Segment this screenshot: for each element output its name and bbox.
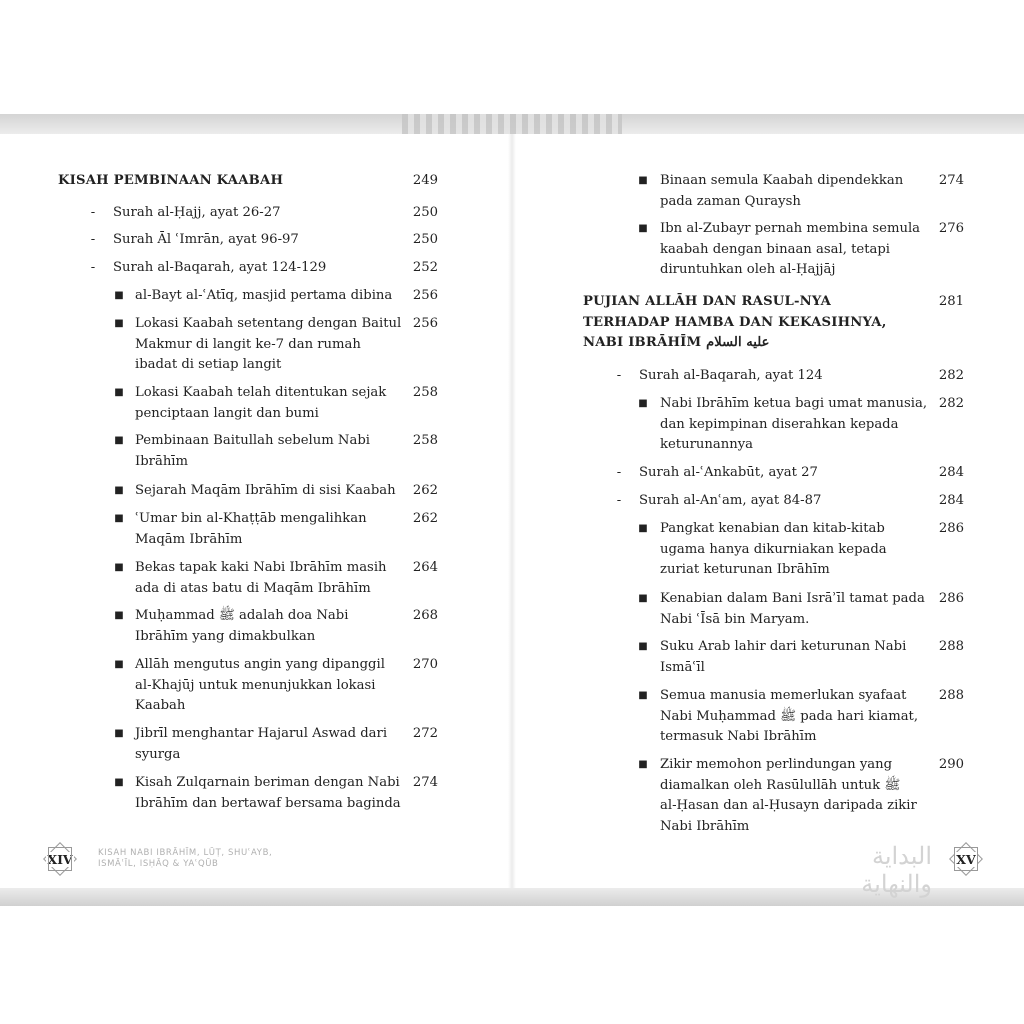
toc-entry-line: Makmur di langit ke-7 dan rumah	[135, 336, 361, 352]
toc-entry-line: Zikir memohon perlindungan yang	[660, 757, 893, 772]
toc-entry-line: Muḥammad ﷺ adalah doa Nabi	[135, 608, 349, 623]
toc-entry-line: zuriat keturunan Ibrāhīm	[660, 562, 830, 577]
toc-page-number: 249	[412, 173, 438, 188]
toc-page-number: 282	[938, 396, 964, 411]
toc-entry-line: Jibrīl menghantar Hajarul Aswad dari	[135, 726, 388, 741]
toc-entry-line: Kenabian dalam Bani Isrāʾīl tamat pada	[660, 591, 925, 606]
toc-entry-line: Surah al-Baqarah, ayat 124-129	[113, 260, 327, 275]
toc-page-number: 290	[938, 757, 964, 772]
toc-page-number: 282	[938, 368, 964, 383]
toc-entry-line: Allāh mengutus angin yang dipanggil	[135, 657, 385, 672]
toc-entry-line: Nabi ʿĪsā bin Maryam.	[660, 611, 810, 627]
book-gutter	[508, 134, 516, 888]
toc-entry-line: Pangkat kenabian dan kitab-kitab	[660, 521, 885, 536]
toc-page-number: 264	[412, 560, 438, 575]
toc-entry-line: Ibrāhīm dan bertawaf bersama baginda	[135, 795, 401, 811]
toc-page-number: 274	[412, 775, 438, 790]
toc-entry-line: penciptaan langit dan bumi	[135, 405, 319, 421]
running-head-line-1: KISAH NABI IBRĀHĪM, LŪṬ, SHUʿAYB,	[98, 848, 273, 858]
toc-page-number: 288	[938, 688, 964, 703]
toc-entry-line: Pembinaan Baitullah sebelum Nabi	[135, 433, 370, 448]
bullet-marker: ■	[114, 562, 124, 573]
toc-page-number: 276	[938, 221, 964, 236]
toc-page-number: 286	[938, 521, 964, 536]
right-folio	[950, 843, 982, 875]
toc-entry-line: dan kepimpinan diserahkan kepada	[660, 416, 899, 432]
toc-page-number: 258	[412, 433, 438, 448]
toc-entry-line: Bekas tapak kaki Nabi Ibrāhīm masih	[135, 560, 387, 575]
running-head-line-2: ISMĀʿĪL, ISḤĀQ & YAʿQŪB	[98, 859, 219, 869]
bullet-marker: ■	[638, 593, 648, 604]
toc-entry-line: ʿUmar bin al-Khaṭṭāb mengalihkan	[135, 511, 367, 526]
toc-page-number: 258	[412, 385, 438, 400]
toc-entry-line: syurga	[135, 746, 181, 762]
bullet-marker: ■	[638, 641, 648, 652]
toc-entry-line: Surah Āl ʿImrān, ayat 96-97	[113, 232, 299, 247]
bullet-marker: ■	[638, 759, 648, 770]
dash-marker: -	[90, 205, 96, 220]
toc-entry-line: Maqām Ibrāhīm	[135, 531, 243, 547]
toc-page-number: 256	[412, 288, 438, 303]
toc-page-number: 262	[412, 511, 438, 526]
toc-page-number: 250	[412, 205, 438, 220]
bullet-marker: ■	[638, 175, 648, 186]
toc-page-number: 268	[412, 608, 438, 623]
toc-page-number: 252	[412, 260, 438, 275]
toc-entry-line: KISAH PEMBINAAN KAABAH	[58, 173, 284, 188]
dash-marker: -	[616, 368, 622, 383]
bullet-marker: ■	[114, 290, 124, 301]
toc-page-number: 284	[938, 465, 964, 480]
dash-marker: -	[90, 232, 96, 247]
toc-entry-line: al-Ḥasan dan al-Ḥusayn daripada zikir	[660, 798, 917, 813]
toc-entry-line: TERHADAP HAMBA DAN KEKASIHNYA,	[583, 314, 887, 330]
toc-page-number: 270	[412, 657, 438, 672]
toc-entry-line: pada zaman Quraysh	[660, 193, 801, 209]
toc-page-number: 288	[938, 639, 964, 654]
toc-entry-line: Surah al-Anʿam, ayat 84-87	[639, 493, 822, 508]
toc-page-number: 284	[938, 493, 964, 508]
running-head	[98, 848, 318, 870]
toc-entry-line: NABI IBRĀHĪM عليه السلام	[583, 335, 770, 350]
toc-page-number: 256	[412, 316, 438, 331]
toc-entry-line: diamalkan oleh Rasūlullāh untuk ﷺ	[660, 777, 901, 793]
toc-entry-line: PUJIAN ALLĀH DAN RASUL-NYA	[583, 294, 832, 309]
toc-entry-line: al-Bayt al-ʿAtīq, masjid pertama dibina	[135, 288, 393, 303]
bullet-marker: ■	[114, 435, 124, 446]
toc-entry-line: Ismāʿīl	[660, 659, 705, 675]
left-folio-text: XIV	[47, 851, 73, 867]
bullet-marker: ■	[114, 485, 124, 496]
toc-entry-line: Ibn al-Zubayr pernah membina semula	[660, 221, 921, 236]
bullet-marker: ■	[638, 398, 648, 409]
toc-entry-line: termasuk Nabi Ibrāhīm	[660, 729, 817, 744]
toc-page-number: 262	[412, 483, 438, 498]
bullet-marker: ■	[638, 223, 648, 234]
toc-entry-line: kaabah dengan binaan asal, tetapi	[660, 241, 891, 257]
bullet-marker: ■	[114, 610, 124, 621]
toc-page-number: 274	[938, 173, 964, 188]
toc-page-number: 281	[938, 294, 964, 309]
dash-marker: -	[90, 260, 96, 275]
toc-entry-line: Nabi Ibrāhīm	[660, 818, 750, 834]
toc-entry-line: Suku Arab lahir dari keturunan Nabi	[660, 639, 907, 654]
toc-entry-line: Semua manusia memerlukan syafaat	[660, 688, 907, 703]
left-folio	[44, 843, 76, 875]
bullet-marker: ■	[638, 523, 648, 534]
toc-entry-line: diruntuhkan oleh al-Ḥajjāj	[660, 262, 836, 277]
toc-page-number: 286	[938, 591, 964, 606]
toc-entry-line: Surah al-Baqarah, ayat 124	[639, 368, 823, 383]
toc-entry-line: al-Khajūj untuk menunjukkan lokasi	[135, 677, 376, 693]
toc-entry-line: Kisah Zulqarnain beriman dengan Nabi	[135, 775, 400, 790]
bullet-marker: ■	[638, 690, 648, 701]
toc-entry-line: Ibrāhīm	[135, 453, 189, 469]
bullet-marker: ■	[114, 513, 124, 524]
toc-entry-line: Lokasi Kaabah setentang dengan Baitul	[135, 316, 402, 331]
toc-entry-line: Binaan semula Kaabah dipendekkan	[660, 173, 904, 188]
dash-marker: -	[616, 465, 622, 480]
toc-entry-line: keturunannya	[660, 437, 754, 452]
bullet-marker: ■	[114, 659, 124, 670]
toc-entry-line: ada di atas batu di Maqām Ibrāhīm	[135, 580, 371, 596]
bullet-marker: ■	[114, 728, 124, 739]
toc-entry-line: Nabi Muḥammad ﷺ pada hari kiamat,	[660, 708, 919, 724]
toc-entry-line: Surah al-ʿAnkabūt, ayat 27	[639, 465, 818, 480]
book-logo: البداية والنهاية	[861, 842, 932, 898]
toc-entry-line: ibadat di setiap langit	[135, 357, 282, 372]
dash-marker: -	[616, 493, 622, 508]
toc-entry-line: Ibrāhīm yang dimakbulkan	[135, 628, 316, 644]
bullet-marker: ■	[114, 777, 124, 788]
toc-entry-line: Surah al-Ḥajj, ayat 26-27	[113, 205, 281, 220]
toc-page-number: 250	[412, 232, 438, 247]
top-ornament	[402, 114, 622, 134]
toc-entry-line: ugama hanya dikurniakan kepada	[660, 541, 887, 557]
right-folio-text: XV	[956, 851, 976, 867]
toc-entry-line: Lokasi Kaabah telah ditentukan sejak	[135, 385, 387, 400]
toc-entry-line: Kaabah	[135, 698, 186, 713]
bullet-marker: ■	[114, 387, 124, 398]
toc-entry-line: Nabi Ibrāhīm ketua bagi umat manusia,	[660, 396, 928, 411]
bullet-marker: ■	[114, 318, 124, 329]
toc-page-number: 272	[412, 726, 438, 741]
toc-entry-line: Sejarah Maqām Ibrāhīm di sisi Kaabah	[135, 483, 396, 498]
